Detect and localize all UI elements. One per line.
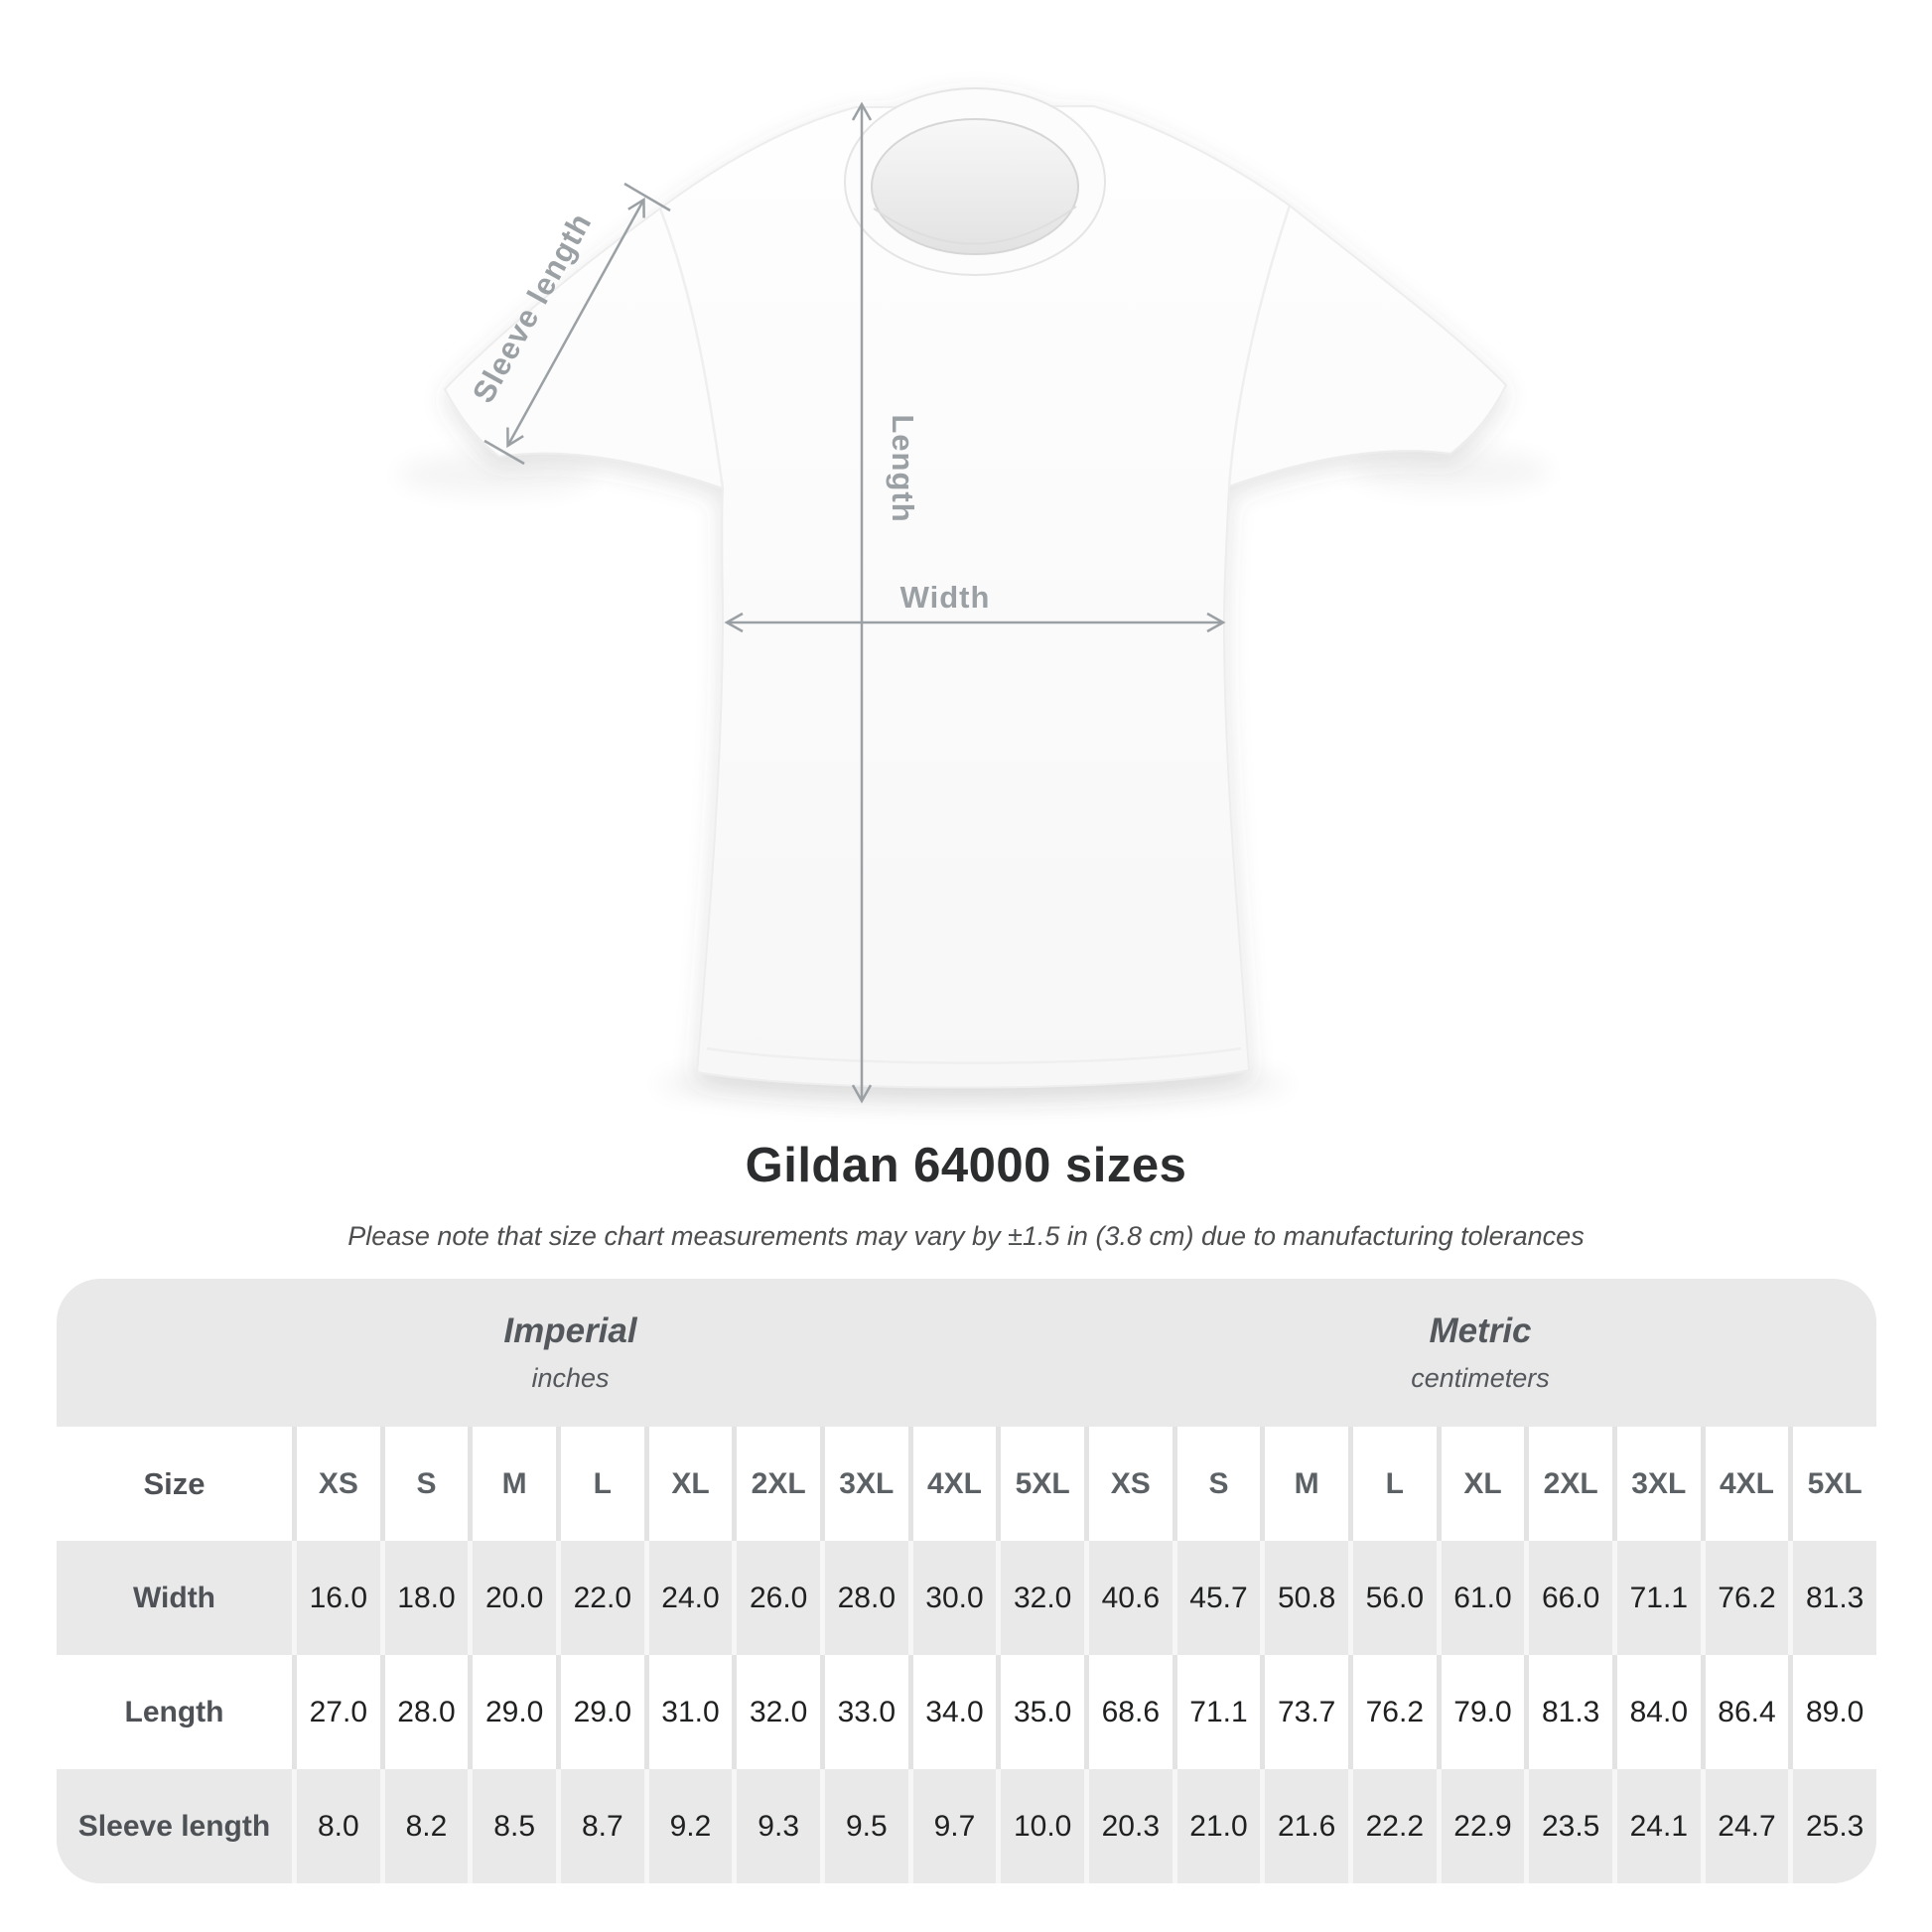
value-cell: 40.6 xyxy=(1084,1541,1173,1655)
value-cell: 86.4 xyxy=(1701,1655,1789,1769)
unit-group-header-imperial xyxy=(57,1279,1084,1427)
value-cell: 76.2 xyxy=(1348,1655,1437,1769)
size-col-header-l: L xyxy=(556,1427,644,1541)
row-label-length: Length xyxy=(57,1655,292,1769)
value-cell: 73.7 xyxy=(1260,1655,1348,1769)
size-col-header-l: L xyxy=(1348,1427,1437,1541)
size-col-header-xs: XS xyxy=(292,1427,380,1541)
value-cell: 34.0 xyxy=(908,1655,997,1769)
value-cell: 21.6 xyxy=(1260,1769,1348,1883)
size-col-header-m: M xyxy=(1260,1427,1348,1541)
value-cell: 8.0 xyxy=(292,1769,380,1883)
value-cell: 76.2 xyxy=(1701,1541,1789,1655)
value-cell: 81.3 xyxy=(1788,1541,1876,1655)
value-cell: 61.0 xyxy=(1437,1541,1525,1655)
value-cell: 66.0 xyxy=(1524,1541,1612,1655)
length-label: Length xyxy=(886,414,920,523)
value-cell: 32.0 xyxy=(732,1655,820,1769)
size-corner-header: Size xyxy=(57,1427,292,1541)
tolerance-note: Please note that size chart measurements may vary by ±1.5 in (3.8 cm) due to manufacturing tolerances xyxy=(347,1221,1585,1251)
size-col-header-xl: XL xyxy=(644,1427,733,1541)
size-col-header-5xl: 5XL xyxy=(996,1427,1084,1541)
value-cell: 23.5 xyxy=(1524,1769,1612,1883)
value-cell: 68.6 xyxy=(1084,1655,1173,1769)
value-cell: 50.8 xyxy=(1260,1541,1348,1655)
value-cell: 45.7 xyxy=(1173,1541,1261,1655)
value-cell: 20.0 xyxy=(468,1541,556,1655)
row-label-width: Width xyxy=(57,1541,292,1655)
value-cell: 84.0 xyxy=(1612,1655,1701,1769)
size-col-header-xs: XS xyxy=(1084,1427,1173,1541)
value-cell: 29.0 xyxy=(556,1655,644,1769)
value-cell: 28.0 xyxy=(380,1655,469,1769)
value-cell: 20.3 xyxy=(1084,1769,1173,1883)
row-label-sleeve-length: Sleeve length xyxy=(57,1769,292,1883)
sleeve-length-label: Sleeve length xyxy=(465,207,599,409)
size-col-header-s: S xyxy=(380,1427,469,1541)
value-cell: 22.9 xyxy=(1437,1769,1525,1883)
value-cell: 21.0 xyxy=(1173,1769,1261,1883)
value-cell: 29.0 xyxy=(468,1655,556,1769)
size-col-header-m: M xyxy=(468,1427,556,1541)
width-label: Width xyxy=(899,580,991,615)
value-cell: 24.1 xyxy=(1612,1769,1701,1883)
value-cell: 71.1 xyxy=(1173,1655,1261,1769)
size-col-header-4xl: 4XL xyxy=(1701,1427,1789,1541)
size-col-header-4xl: 4XL xyxy=(908,1427,997,1541)
value-cell: 9.5 xyxy=(820,1769,908,1883)
unit-group-label: Imperial xyxy=(503,1311,637,1350)
size-table xyxy=(57,1279,1876,1883)
value-cell: 26.0 xyxy=(732,1541,820,1655)
value-cell: 10.0 xyxy=(996,1769,1084,1883)
value-cell: 22.2 xyxy=(1348,1769,1437,1883)
value-cell: 8.7 xyxy=(556,1769,644,1883)
value-cell: 89.0 xyxy=(1788,1655,1876,1769)
value-cell: 24.0 xyxy=(644,1541,733,1655)
unit-group-header-metric xyxy=(1084,1279,1876,1427)
value-cell: 8.5 xyxy=(468,1769,556,1883)
value-cell: 24.7 xyxy=(1701,1769,1789,1883)
size-col-header-3xl: 3XL xyxy=(820,1427,908,1541)
value-cell: 9.3 xyxy=(732,1769,820,1883)
value-cell: 9.2 xyxy=(644,1769,733,1883)
size-col-header-5xl: 5XL xyxy=(1788,1427,1876,1541)
value-cell: 27.0 xyxy=(292,1655,380,1769)
size-col-header-s: S xyxy=(1173,1427,1261,1541)
value-cell: 35.0 xyxy=(996,1655,1084,1769)
unit-group-sublabel: inches xyxy=(531,1363,610,1393)
value-cell: 81.3 xyxy=(1524,1655,1612,1769)
value-cell: 18.0 xyxy=(380,1541,469,1655)
page-title: Gildan 64000 sizes xyxy=(745,1139,1187,1192)
size-col-header-3xl: 3XL xyxy=(1612,1427,1701,1541)
size-col-header-2xl: 2XL xyxy=(732,1427,820,1541)
size-col-header-2xl: 2XL xyxy=(1524,1427,1612,1541)
value-cell: 30.0 xyxy=(908,1541,997,1655)
sleeve-length-end-tick xyxy=(624,184,670,210)
value-cell: 56.0 xyxy=(1348,1541,1437,1655)
value-cell: 33.0 xyxy=(820,1655,908,1769)
value-cell: 79.0 xyxy=(1437,1655,1525,1769)
value-cell: 71.1 xyxy=(1612,1541,1701,1655)
collar-graphic xyxy=(845,88,1105,275)
value-cell: 32.0 xyxy=(996,1541,1084,1655)
size-col-header-xl: XL xyxy=(1437,1427,1525,1541)
value-cell: 22.0 xyxy=(556,1541,644,1655)
value-cell: 16.0 xyxy=(292,1541,380,1655)
value-cell: 8.2 xyxy=(380,1769,469,1883)
value-cell: 9.7 xyxy=(908,1769,997,1883)
value-cell: 31.0 xyxy=(644,1655,733,1769)
value-cell: 25.3 xyxy=(1788,1769,1876,1883)
value-cell: 28.0 xyxy=(820,1541,908,1655)
unit-group-sublabel: centimeters xyxy=(1411,1363,1550,1393)
unit-group-label: Metric xyxy=(1429,1311,1532,1350)
